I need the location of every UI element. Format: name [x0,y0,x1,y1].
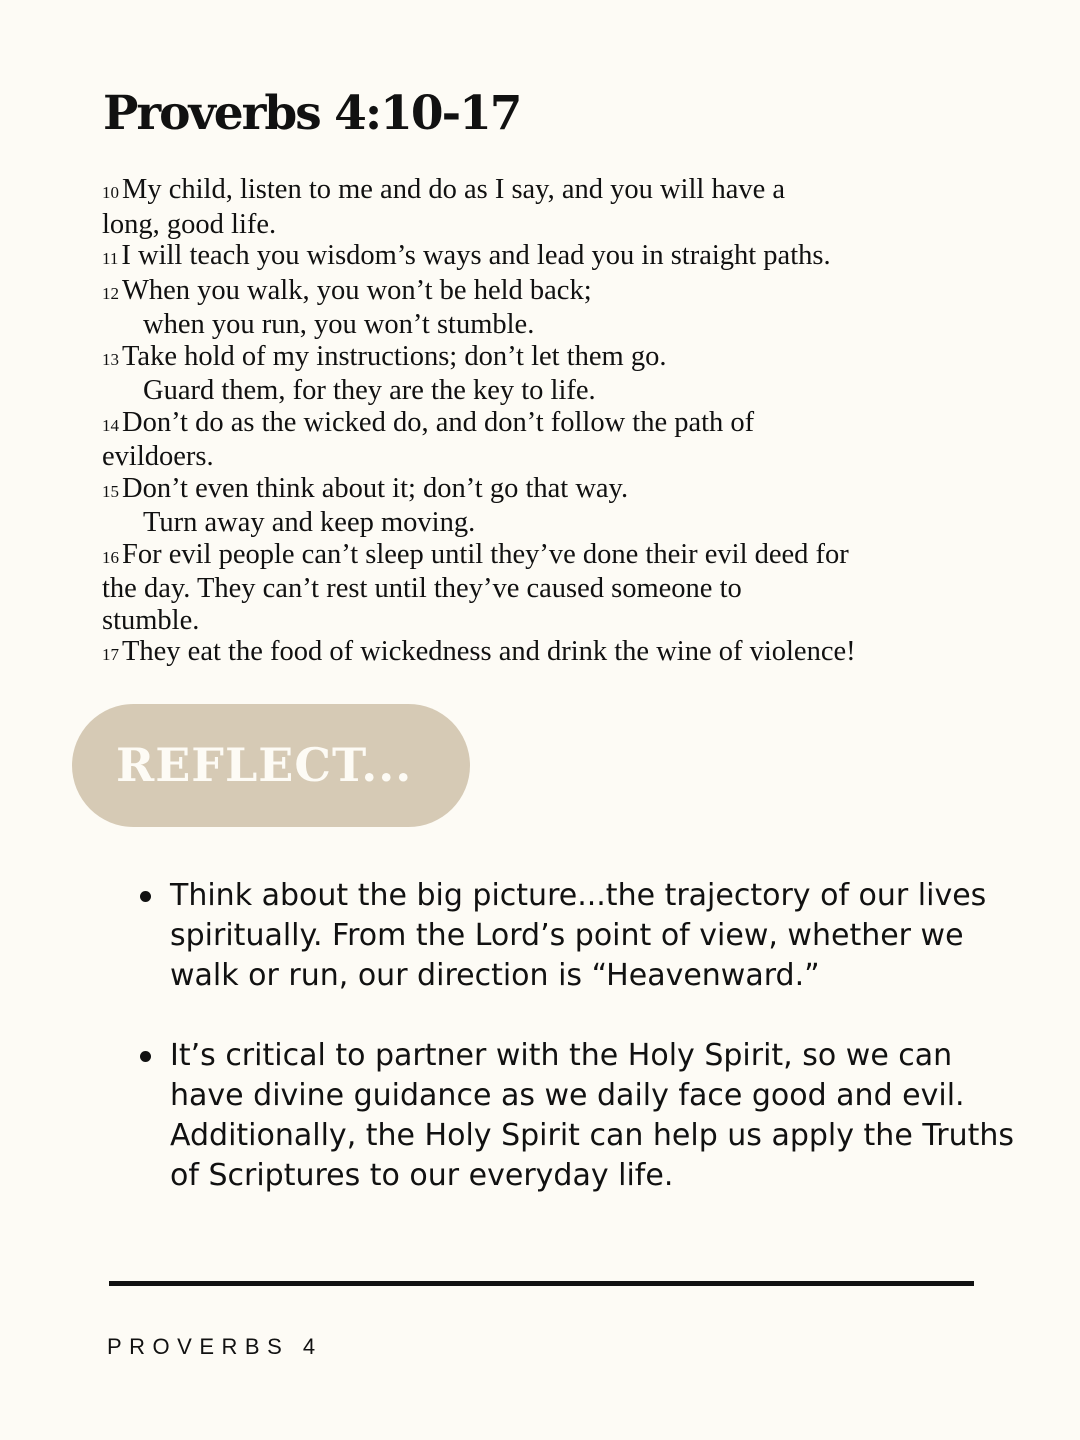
verse-line [102,240,1002,275]
reflect-list [138,876,1018,1236]
verse-text: I will teach you wisdom’s ways and lead you in straight paths. [121,240,831,271]
verse-text: long, good life. [102,208,277,240]
verse-line [102,341,1002,376]
verse-number: 15 [102,481,119,501]
verse-number: 17 [102,645,119,664]
verse-text: stumble. [102,604,200,636]
verse-line [102,407,1002,442]
verse-number: 10 [102,183,119,202]
footer-divider [109,1281,974,1286]
verse-number: 12 [102,283,119,303]
verse-line [102,605,1002,637]
verse-text: Take hold of my instructions; don’t let them go. [122,340,667,372]
verse-line [102,539,1002,574]
verse-text: when you run, you won’t stumble. [143,309,535,340]
verse-line [102,573,1002,605]
verse-text: Don’t do as the wicked do, and don’t follow the path of [122,406,755,438]
verse-line [102,209,1002,241]
verse-line [102,636,1002,671]
verse-line [102,375,1002,407]
scripture-passage [102,174,1002,671]
verse-text: My child, listen to me and do as I say, and you will have a [122,174,786,205]
verse-line [102,174,1002,209]
verse-number: 13 [102,349,119,369]
verse-line [102,275,1002,310]
verse-text: When you walk, you won’t be held back; [122,274,592,306]
verse-text: evildoers. [102,441,214,472]
verse-number: 11 [102,249,119,268]
reflect-label: REFLECT... [116,738,413,792]
verse-line [102,309,1002,341]
verse-text: the day. They can’t rest until they’ve caused someone to [102,573,742,604]
reflect-pill [72,704,470,827]
footer-label: PROVERBS 4 [107,1334,323,1359]
page-title: Proverbs 4:10-17 [103,86,521,141]
verse-line [102,507,1002,539]
reflect-point-text: Think about the big picture...the trajectory of our lives spiritually. From the Lord’s point of view, whether we walk or run, our direction is “Heavenward.” [170,878,987,993]
reflect-point-text: It’s critical to partner with the Holy Spirit, so we can have divine guidance as we daily face good and evil. Additionally, the Holy Spirit can help us apply the Truths of Scriptures to our everyday life. [170,1038,1014,1193]
bullet-icon [140,1051,151,1062]
verse-text: Guard them, for they are the key to life. [143,375,596,406]
verse-text: They eat the food of wickedness and drink the wine of violence! [122,636,856,667]
verse-text: Turn away and keep moving. [143,507,476,538]
bullet-icon [140,891,151,902]
verse-number: 14 [102,415,119,435]
list-item [138,1036,1018,1196]
list-item [138,876,1018,996]
verse-text: Don’t even think about it; don’t go that way. [122,472,629,504]
verse-number: 16 [102,547,119,567]
verse-line [102,441,1002,473]
verse-text: For evil people can’t sleep until they’ve done their evil deed for [122,538,849,570]
verse-line [102,473,1002,508]
